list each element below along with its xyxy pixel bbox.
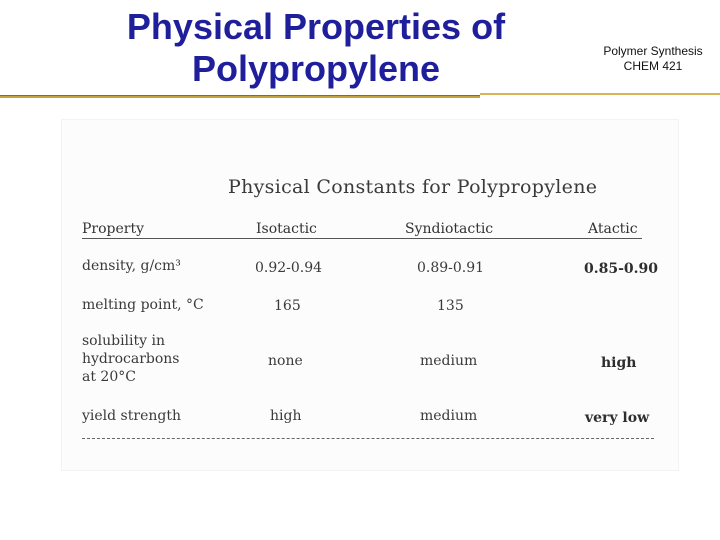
scanned-table-image — [62, 120, 678, 470]
row-label-solubility-line-1: solubility in — [82, 333, 165, 349]
course-name: Polymer Synthesis — [603, 44, 703, 58]
cell-yield-isotactic: high — [270, 408, 302, 424]
cell-solubility-atactic: high — [601, 355, 637, 371]
cell-melting-isotactic: 165 — [274, 298, 301, 314]
header-rule — [480, 93, 720, 95]
title-underline — [0, 95, 480, 98]
row-label-solubility-line-2: hydrocarbons — [82, 351, 180, 367]
slide-title-line-1: Physical Properties of — [126, 6, 506, 47]
row-label-solubility — [82, 332, 222, 386]
row-label-density: density, g/cm³ — [82, 258, 181, 274]
row-label-melting-point: melting point, °C — [82, 297, 204, 313]
cell-yield-atactic: very low — [585, 410, 650, 426]
course-code: CHEM 421 — [623, 59, 683, 73]
course-label — [578, 44, 720, 74]
cell-solubility-syndiotactic: medium — [420, 353, 478, 369]
column-header-atactic: Atactic — [588, 221, 638, 237]
cell-density-atactic: 0.85-0.90 — [584, 261, 659, 277]
column-header-syndiotactic: Syndiotactic — [405, 221, 494, 237]
slide-title-line-2: Polypropylene — [191, 48, 441, 89]
cell-solubility-isotactic: none — [268, 353, 303, 369]
row-label-solubility-line-3: at 20°C — [82, 369, 136, 385]
cell-melting-syndiotactic: 135 — [437, 298, 464, 314]
cell-density-isotactic: 0.92-0.94 — [255, 260, 323, 276]
header-underline — [82, 238, 642, 239]
column-header-isotactic: Isotactic — [256, 221, 317, 237]
slide-title — [96, 6, 536, 90]
column-header-property: Property — [82, 221, 145, 237]
row-label-yield-strength: yield strength — [82, 408, 181, 424]
cell-yield-syndiotactic: medium — [420, 408, 478, 424]
table-bottom-dashed-rule — [82, 438, 654, 439]
table-title: Physical Constants for Polypropylene — [228, 176, 598, 198]
cell-density-syndiotactic: 0.89-0.91 — [417, 260, 485, 276]
